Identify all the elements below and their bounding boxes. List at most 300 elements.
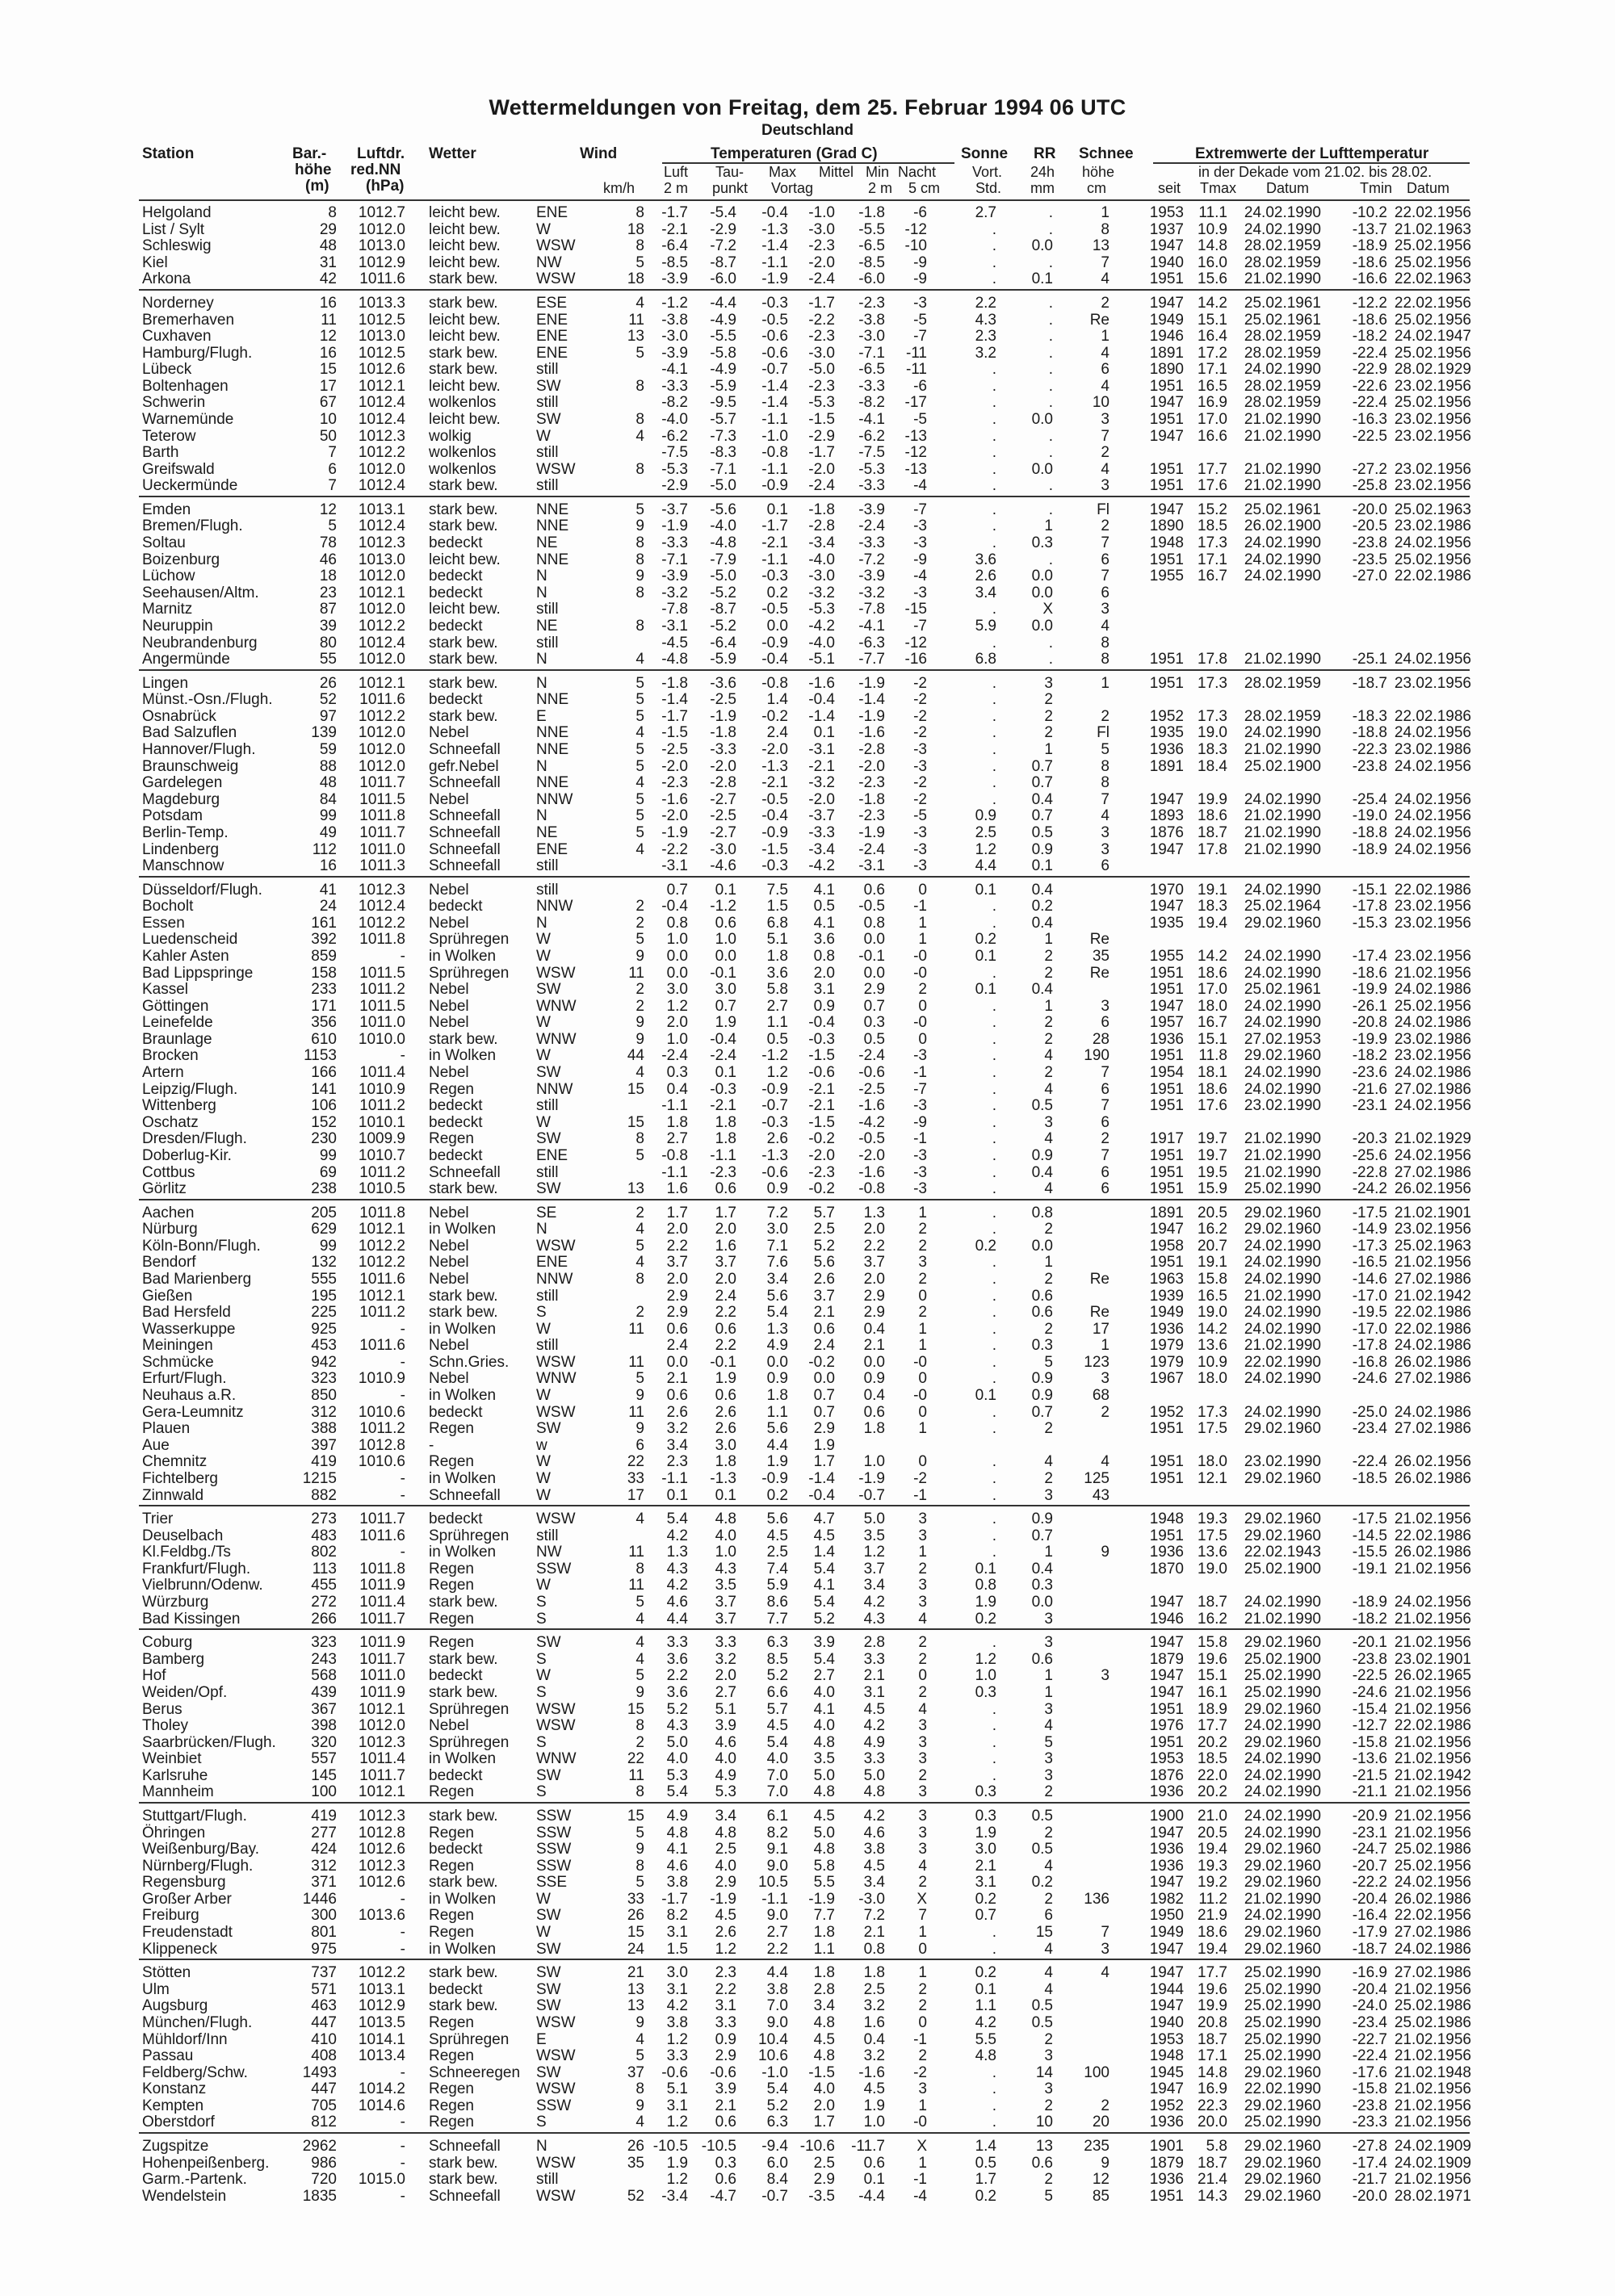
cell-rr: . bbox=[1048, 444, 1053, 462]
cell-tmax-datum: 25.02.1961 bbox=[1244, 501, 1321, 518]
group-separator bbox=[139, 1802, 1470, 1804]
cell-nacht: -3 bbox=[913, 1047, 927, 1065]
cell-tmax: 18.0 bbox=[1198, 1370, 1227, 1388]
cell-sonne: 5.5 bbox=[975, 2030, 996, 2048]
cell-max: 5.4 bbox=[766, 2080, 788, 2098]
cell-wetter: bedeckt bbox=[429, 898, 483, 915]
cell-tmin: -17.0 bbox=[1352, 1287, 1387, 1305]
cell-mittel: 2.0 bbox=[813, 964, 835, 982]
cell-tmin-datum: 26.02.1956 bbox=[1394, 1453, 1471, 1471]
cell-taupunkt: 3.0 bbox=[715, 981, 736, 999]
cell-tmax: 17.1 bbox=[1198, 361, 1227, 379]
cell-bar-hoehe: 397 bbox=[311, 1436, 337, 1454]
cell-max: 9.1 bbox=[766, 1841, 788, 1858]
cell-mittel: -5.1 bbox=[808, 651, 835, 668]
cell-luftdruck: 1012.8 bbox=[358, 1436, 405, 1454]
cell-bar-hoehe: 99 bbox=[319, 807, 337, 825]
cell-tmax: 18.1 bbox=[1198, 1064, 1227, 1081]
cell-schnee: 2 bbox=[1101, 517, 1110, 535]
cell-wetter: Nebel bbox=[429, 724, 469, 742]
cell-tmin-datum: 21.02.1956 bbox=[1394, 2047, 1471, 2065]
cell-schnee: 125 bbox=[1084, 1469, 1110, 1487]
cell-nacht: 2 bbox=[918, 1237, 927, 1255]
cell-station: Stuttgart/Flugh. bbox=[142, 1807, 247, 1825]
cell-tmin-datum: 25.02.1986 bbox=[1394, 2013, 1471, 2031]
cell-rr: 3 bbox=[1044, 1634, 1053, 1652]
cell-sonne: . bbox=[992, 394, 996, 412]
cell-tmax-datum: 25.02.1990 bbox=[1244, 2047, 1321, 2065]
cell-seit: 1953 bbox=[1149, 204, 1184, 221]
cell-wind-direction: WNW bbox=[536, 997, 577, 1015]
cell-bar-hoehe: 15 bbox=[319, 361, 337, 379]
cell-wetter: Regen bbox=[429, 1857, 474, 1875]
cell-sonne: 1.2 bbox=[975, 1650, 996, 1668]
cell-luft: 4.2 bbox=[666, 1577, 688, 1594]
cell-schnee: 3 bbox=[1101, 997, 1110, 1015]
cell-tmax: 17.7 bbox=[1198, 460, 1227, 478]
cell-tmin-datum: 24.02.1956 bbox=[1394, 823, 1471, 841]
table-row bbox=[0, 1750, 1615, 1767]
cell-min: -0.8 bbox=[858, 1180, 885, 1198]
cell-tmin: -18.7 bbox=[1352, 674, 1387, 692]
cell-station: Wendelstein bbox=[142, 2187, 227, 2205]
cell-sonne: . bbox=[992, 964, 996, 982]
cell-wetter: bedeckt bbox=[429, 568, 483, 585]
cell-tmin-datum: 27.02.1986 bbox=[1394, 1163, 1471, 1181]
cell-station: Aachen bbox=[142, 1204, 195, 1221]
cell-luft: -1.8 bbox=[661, 674, 688, 692]
cell-rr: 3 bbox=[1044, 674, 1053, 692]
cell-wetter: Nebel bbox=[429, 1370, 469, 1388]
cell-max: -1.1 bbox=[761, 253, 788, 271]
cell-wetter: Nebel bbox=[429, 997, 469, 1015]
cell-mittel: 3.5 bbox=[813, 1750, 835, 1768]
cell-luft: -2.9 bbox=[661, 477, 688, 495]
cell-station: Barth bbox=[142, 444, 179, 462]
cell-bar-hoehe: 238 bbox=[311, 1180, 337, 1198]
cell-rr: 3 bbox=[1044, 1610, 1053, 1628]
cell-mittel: -1.6 bbox=[808, 674, 835, 692]
cell-taupunkt: 0.6 bbox=[715, 1387, 736, 1404]
cell-min: -1.6 bbox=[858, 724, 885, 742]
cell-bar-hoehe: 812 bbox=[311, 2114, 337, 2131]
cell-tmax-datum: 24.02.1990 bbox=[1244, 1304, 1321, 1322]
cell-mittel: -10.6 bbox=[799, 2138, 835, 2155]
cell-wind-direction: ENE bbox=[536, 328, 568, 346]
cell-nacht: -3 bbox=[913, 1180, 927, 1198]
cell-tmin-datum: 21.02.1956 bbox=[1394, 964, 1471, 982]
cell-wind-direction: WSW bbox=[536, 2187, 576, 2205]
cell-luft: 0.0 bbox=[666, 947, 688, 965]
cell-tmin: -22.9 bbox=[1352, 361, 1387, 379]
cell-wind-speed: 11 bbox=[628, 1577, 644, 1594]
cell-min: 4.9 bbox=[863, 1733, 885, 1751]
cell-mittel: -4.0 bbox=[808, 634, 835, 652]
cell-bar-hoehe: 1446 bbox=[302, 1890, 337, 1908]
table-row bbox=[0, 1081, 1615, 1098]
cell-wind-direction: W bbox=[536, 1453, 551, 1471]
cell-sonne: . bbox=[992, 1030, 996, 1048]
cell-taupunkt: -2.8 bbox=[710, 774, 736, 792]
cell-max: -0.9 bbox=[761, 1469, 788, 1487]
cell-max: 8.4 bbox=[766, 2171, 788, 2189]
cell-rr: 0.9 bbox=[1031, 1370, 1053, 1388]
cell-wind-speed: 4 bbox=[636, 2114, 644, 2131]
cell-tmin: -23.3 bbox=[1352, 2114, 1387, 2131]
cell-wetter: Sprühregen bbox=[429, 1700, 510, 1718]
cell-mittel: 0.8 bbox=[813, 947, 835, 965]
cell-wetter: leicht bew. bbox=[429, 551, 501, 568]
cell-tmin-datum: 21.02.1956 bbox=[1394, 1254, 1471, 1272]
cell-mittel: -2.1 bbox=[808, 757, 835, 775]
table-row bbox=[0, 1684, 1615, 1701]
cell-sonne: 3.6 bbox=[975, 551, 996, 568]
cell-seit: 1937 bbox=[1149, 220, 1184, 238]
cell-nacht: -5 bbox=[913, 311, 927, 329]
cell-min: 2.5 bbox=[863, 1980, 885, 1998]
cell-seit: 1891 bbox=[1149, 1204, 1184, 1221]
cell-min: -0.5 bbox=[858, 898, 885, 915]
cell-nacht: -9 bbox=[913, 253, 927, 271]
cell-tmax: 17.2 bbox=[1198, 344, 1227, 362]
cell-min: -1.4 bbox=[858, 691, 885, 709]
cell-luft: 3.0 bbox=[666, 1964, 688, 1982]
cell-taupunkt: 4.5 bbox=[715, 1907, 736, 1925]
cell-nacht: -3 bbox=[913, 757, 927, 775]
cell-rr: 0.4 bbox=[1031, 1163, 1053, 1181]
cell-nacht: -6 bbox=[913, 204, 927, 221]
cell-tmax-datum: 26.02.1900 bbox=[1244, 517, 1321, 535]
cell-seit: 1949 bbox=[1149, 1924, 1184, 1941]
cell-luftdruck: 1011.0 bbox=[359, 1014, 405, 1032]
cell-mittel: -3.0 bbox=[808, 344, 835, 362]
cell-bar-hoehe: 26 bbox=[319, 674, 337, 692]
cell-max: 5.1 bbox=[766, 931, 788, 949]
cell-min: -2.3 bbox=[858, 807, 885, 825]
cell-rr: 2 bbox=[1044, 691, 1053, 709]
group-separator bbox=[139, 2132, 1470, 2134]
cell-max: 5.6 bbox=[766, 1287, 788, 1305]
cell-luft: 4.6 bbox=[666, 1857, 688, 1875]
cell-seit: 1951 bbox=[1149, 674, 1184, 692]
cell-bar-hoehe: 410 bbox=[311, 2030, 337, 2048]
cell-tmax-datum: 21.02.1990 bbox=[1244, 1287, 1321, 1305]
table-row bbox=[0, 824, 1615, 841]
cell-sonne: . bbox=[992, 1064, 996, 1081]
cell-nacht: 0 bbox=[918, 997, 927, 1015]
cell-wind-direction: SSW bbox=[536, 2097, 572, 2114]
cell-taupunkt: 1.9 bbox=[715, 1370, 736, 1388]
cell-nacht: -3 bbox=[913, 584, 927, 601]
cell-sonne: . bbox=[992, 1254, 996, 1272]
cell-wind-speed: 5 bbox=[636, 1146, 644, 1164]
cell-tmax-datum: 29.02.1960 bbox=[1244, 1700, 1321, 1718]
cell-station: Emden bbox=[142, 501, 191, 518]
cell-station: Karlsruhe bbox=[142, 1766, 208, 1784]
cell-luftdruck: - bbox=[400, 1486, 405, 1504]
cell-min: -1.9 bbox=[858, 674, 885, 692]
cell-mittel: 4.0 bbox=[813, 1683, 835, 1701]
cell-wetter: in Wolken bbox=[429, 1387, 497, 1404]
cell-tmin-datum: 21.02.1956 bbox=[1394, 1610, 1471, 1628]
cell-wind-direction: NNE bbox=[536, 774, 569, 792]
cell-sonne: 1.2 bbox=[975, 840, 996, 858]
cell-sonne: 0.2 bbox=[975, 2187, 996, 2205]
cell-station: Weißenburg/Bay. bbox=[142, 1841, 260, 1858]
cell-wind-direction: SW bbox=[536, 1964, 561, 1982]
cell-luft: -6.2 bbox=[661, 427, 688, 445]
cell-bar-hoehe: 273 bbox=[311, 1510, 337, 1528]
cell-sonne: . bbox=[992, 1204, 996, 1221]
cell-station: Plauen bbox=[142, 1420, 191, 1438]
cell-max: 3.6 bbox=[766, 964, 788, 982]
header-rr-2: 24h bbox=[1030, 164, 1055, 180]
cell-luft: 0.6 bbox=[666, 1320, 688, 1338]
cell-nacht: 3 bbox=[918, 1841, 927, 1858]
cell-rr: 0.0 bbox=[1031, 617, 1053, 635]
cell-luft: 3.8 bbox=[666, 2013, 688, 2031]
cell-taupunkt: 0.1 bbox=[715, 1486, 736, 1504]
cell-luft: -3.0 bbox=[661, 328, 688, 346]
cell-luftdruck: 1010.5 bbox=[358, 1180, 405, 1198]
cell-taupunkt: 0.1 bbox=[715, 1064, 736, 1081]
cell-seit: 1951 bbox=[1149, 1097, 1184, 1115]
cell-sonne: . bbox=[992, 2080, 996, 2098]
cell-tmin: -16.9 bbox=[1352, 1964, 1387, 1982]
cell-wind-speed: 2 bbox=[636, 981, 644, 999]
cell-wind-speed: 26 bbox=[627, 1907, 644, 1925]
cell-luftdruck: 1012.2 bbox=[358, 707, 405, 725]
cell-wind-speed: 5 bbox=[636, 1874, 644, 1892]
cell-taupunkt: 0.6 bbox=[715, 2171, 736, 2189]
table-row bbox=[0, 517, 1615, 534]
cell-luft: -3.1 bbox=[661, 857, 688, 874]
header-extreme-title: Extremwerte der Lufttemperatur bbox=[1195, 145, 1429, 162]
cell-tmax: 20.8 bbox=[1198, 2013, 1227, 2031]
cell-luft: -2.4 bbox=[661, 1047, 688, 1065]
cell-station: Bendorf bbox=[142, 1254, 196, 1272]
cell-min: -6.0 bbox=[858, 270, 885, 288]
table-row bbox=[0, 741, 1615, 758]
cell-station: Würzburg bbox=[142, 1594, 209, 1611]
cell-luftdruck: 1012.3 bbox=[358, 1807, 405, 1825]
cell-min: -11.7 bbox=[851, 2138, 885, 2155]
cell-sonne: 6.8 bbox=[975, 651, 996, 668]
cell-tmax: 17.0 bbox=[1198, 981, 1227, 999]
cell-tmin: -21.1 bbox=[1352, 1783, 1387, 1801]
cell-station: Osnabrück bbox=[142, 707, 216, 725]
cell-tmax-datum: 29.02.1960 bbox=[1244, 1940, 1321, 1958]
cell-bar-hoehe: 31 bbox=[319, 253, 337, 271]
cell-max: 2.2 bbox=[766, 1940, 788, 1958]
cell-tmin: -20.7 bbox=[1352, 1857, 1387, 1875]
cell-min: -2.8 bbox=[858, 741, 885, 758]
cell-sonne: 4.2 bbox=[975, 2013, 996, 2031]
cell-station: Erfurt/Flugh. bbox=[142, 1370, 227, 1388]
cell-sonne: . bbox=[992, 1527, 996, 1544]
cell-tmax: 20.5 bbox=[1198, 1824, 1227, 1841]
cell-wind-speed: 9 bbox=[636, 2097, 644, 2114]
cell-taupunkt: 4.8 bbox=[715, 1824, 736, 1841]
cell-rr: 2 bbox=[1044, 1890, 1053, 1908]
cell-schnee: 4 bbox=[1101, 617, 1110, 635]
cell-max: 7.6 bbox=[766, 1254, 788, 1272]
cell-rr: 0.5 bbox=[1031, 1997, 1053, 2015]
cell-station: Freiburg bbox=[142, 1907, 199, 1925]
cell-mittel: 1.7 bbox=[813, 2114, 835, 2131]
cell-tmax: 17.1 bbox=[1198, 551, 1227, 568]
cell-min: 3.8 bbox=[863, 1841, 885, 1858]
cell-luft: 1.5 bbox=[666, 1940, 688, 1958]
cell-tmin: -14.5 bbox=[1352, 1527, 1387, 1544]
cell-max: 3.4 bbox=[766, 1271, 788, 1288]
cell-tmax-datum: 24.02.1990 bbox=[1244, 220, 1321, 238]
cell-sonne: . bbox=[992, 674, 996, 692]
cell-station: Doberlug-Kir. bbox=[142, 1146, 232, 1164]
cell-sonne: . bbox=[992, 2097, 996, 2114]
cell-nacht: 3 bbox=[918, 1807, 927, 1825]
cell-taupunkt: -6.0 bbox=[710, 270, 736, 288]
cell-bar-hoehe: 49 bbox=[319, 823, 337, 841]
cell-wind-direction: S bbox=[536, 1650, 547, 1668]
cell-seit: 1890 bbox=[1149, 361, 1184, 379]
cell-bar-hoehe: 141 bbox=[311, 1080, 337, 1098]
cell-wetter: stark bew. bbox=[429, 344, 498, 362]
cell-luftdruck: 1011.5 bbox=[359, 790, 405, 808]
cell-taupunkt: 0.1 bbox=[715, 881, 736, 899]
cell-bar-hoehe: 419 bbox=[311, 1807, 337, 1825]
cell-min: 2.9 bbox=[863, 1287, 885, 1305]
cell-tmax-datum: 22.02.1990 bbox=[1244, 2080, 1321, 2098]
cell-sonne: . bbox=[992, 411, 996, 428]
cell-schnee: Fl bbox=[1097, 724, 1110, 742]
cell-tmin-datum: 25.02.1956 bbox=[1394, 311, 1471, 329]
cell-bar-hoehe: 942 bbox=[311, 1353, 337, 1371]
cell-wind-direction: SW bbox=[536, 2063, 561, 2081]
cell-station: Großer Arber bbox=[142, 1890, 232, 1908]
cell-sonne: . bbox=[992, 1700, 996, 1718]
cell-luft: 4.3 bbox=[666, 1717, 688, 1734]
cell-taupunkt: 1.2 bbox=[715, 1940, 736, 1958]
cell-station: Öhringen bbox=[142, 1824, 206, 1841]
cell-seit: 1951 bbox=[1149, 1080, 1184, 1098]
cell-schnee: 4 bbox=[1101, 460, 1110, 478]
cell-rr: 2 bbox=[1044, 1783, 1053, 1801]
cell-luftdruck: 1011.2 bbox=[359, 981, 405, 999]
cell-wind-direction: WSW bbox=[536, 1717, 576, 1734]
cell-wind-direction: N bbox=[536, 1221, 547, 1238]
cell-taupunkt: 3.5 bbox=[715, 1577, 736, 1594]
cell-station: Mannheim bbox=[142, 1783, 214, 1801]
table-row bbox=[0, 1114, 1615, 1131]
cell-seit: 1936 bbox=[1149, 2114, 1184, 2131]
cell-max: -0.9 bbox=[761, 634, 788, 652]
cell-nacht: 1 bbox=[918, 931, 927, 949]
cell-wind-direction: S bbox=[536, 1594, 547, 1611]
cell-tmin-datum: 24.02.1956 bbox=[1394, 1097, 1471, 1115]
cell-wind-speed: 5 bbox=[636, 1370, 644, 1388]
table-row bbox=[0, 708, 1615, 725]
cell-max: 8.2 bbox=[766, 1824, 788, 1841]
cell-sonne: 3.1 bbox=[975, 1874, 996, 1892]
cell-bar-hoehe: 266 bbox=[311, 1610, 337, 1628]
cell-tmin: -23.5 bbox=[1352, 551, 1387, 568]
cell-luftdruck: 1012.2 bbox=[358, 1964, 405, 1982]
cell-tmax-datum: 24.02.1990 bbox=[1244, 551, 1321, 568]
cell-sonne: 0.2 bbox=[975, 931, 996, 949]
table-row bbox=[0, 411, 1615, 428]
cell-max: -2.1 bbox=[761, 534, 788, 551]
cell-luftdruck: 1011.4 bbox=[359, 1594, 405, 1611]
cell-station: Passau bbox=[142, 2047, 194, 2065]
cell-mittel: 4.5 bbox=[813, 2030, 835, 2048]
cell-min: -1.6 bbox=[858, 2063, 885, 2081]
cell-luftdruck: 1011.5 bbox=[359, 997, 405, 1015]
cell-bar-hoehe: 48 bbox=[319, 774, 337, 792]
cell-taupunkt: 2.0 bbox=[715, 1667, 736, 1685]
cell-sonne: 0.3 bbox=[975, 1807, 996, 1825]
cell-max: 4.5 bbox=[766, 1717, 788, 1734]
cell-schnee: 4 bbox=[1101, 377, 1110, 395]
cell-seit: 1951 bbox=[1149, 460, 1184, 478]
cell-seit: 1936 bbox=[1149, 741, 1184, 758]
cell-min: 0.4 bbox=[863, 1387, 885, 1404]
cell-tmin: -20.4 bbox=[1352, 1980, 1387, 1998]
cell-tmax-datum: 25.02.1990 bbox=[1244, 2013, 1321, 2031]
cell-nacht: 2 bbox=[918, 1560, 927, 1577]
cell-taupunkt: 2.5 bbox=[715, 1841, 736, 1858]
cell-taupunkt: 2.9 bbox=[715, 1874, 736, 1892]
cell-sonne: . bbox=[992, 444, 996, 462]
table-row bbox=[0, 477, 1615, 494]
cell-wetter: in Wolken bbox=[429, 1544, 497, 1561]
cell-luft: -1.9 bbox=[661, 517, 688, 535]
cell-luft: 2.4 bbox=[666, 1337, 688, 1355]
cell-nacht: -4 bbox=[913, 568, 927, 585]
cell-tmax-datum: 24.02.1990 bbox=[1244, 1370, 1321, 1388]
cell-min: -0.6 bbox=[858, 1064, 885, 1081]
cell-luft: -1.1 bbox=[661, 1097, 688, 1115]
cell-wind-speed: 8 bbox=[636, 1130, 644, 1148]
cell-wind-speed: 5 bbox=[636, 1824, 644, 1841]
cell-taupunkt: 3.3 bbox=[715, 1634, 736, 1652]
header-tmax-datum: Datum bbox=[1266, 180, 1310, 196]
cell-station: Essen bbox=[142, 914, 185, 932]
cell-bar-hoehe: 84 bbox=[319, 790, 337, 808]
cell-mittel: 4.8 bbox=[813, 2013, 835, 2031]
cell-wind-direction: W bbox=[536, 931, 551, 949]
cell-schnee: 8 bbox=[1101, 651, 1110, 668]
cell-min: 4.6 bbox=[863, 1824, 885, 1841]
cell-taupunkt: 2.6 bbox=[715, 1924, 736, 1941]
cell-tmin: -21.7 bbox=[1352, 2171, 1387, 2189]
cell-tmin-datum: 23.02.1956 bbox=[1394, 947, 1471, 965]
cell-tmin: -20.5 bbox=[1352, 517, 1387, 535]
cell-tmin-datum: 27.02.1986 bbox=[1394, 1271, 1471, 1288]
cell-luft: 1.2 bbox=[666, 997, 688, 1015]
cell-max: -0.6 bbox=[761, 1163, 788, 1181]
cell-min: 0.3 bbox=[863, 1014, 885, 1032]
cell-wind-direction: still bbox=[536, 881, 559, 899]
cell-tmin-datum: 21.02.1956 bbox=[1394, 1980, 1471, 1998]
cell-tmax-datum: 24.02.1990 bbox=[1244, 1237, 1321, 1255]
cell-wind-direction: NW bbox=[536, 253, 562, 271]
cell-bar-hoehe: 7 bbox=[328, 477, 337, 495]
cell-bar-hoehe: 277 bbox=[311, 1824, 337, 1841]
cell-sonne: 0.8 bbox=[975, 1577, 996, 1594]
cell-tmin-datum: 23.02.1956 bbox=[1394, 1221, 1471, 1238]
cell-tmax: 18.3 bbox=[1198, 741, 1227, 758]
